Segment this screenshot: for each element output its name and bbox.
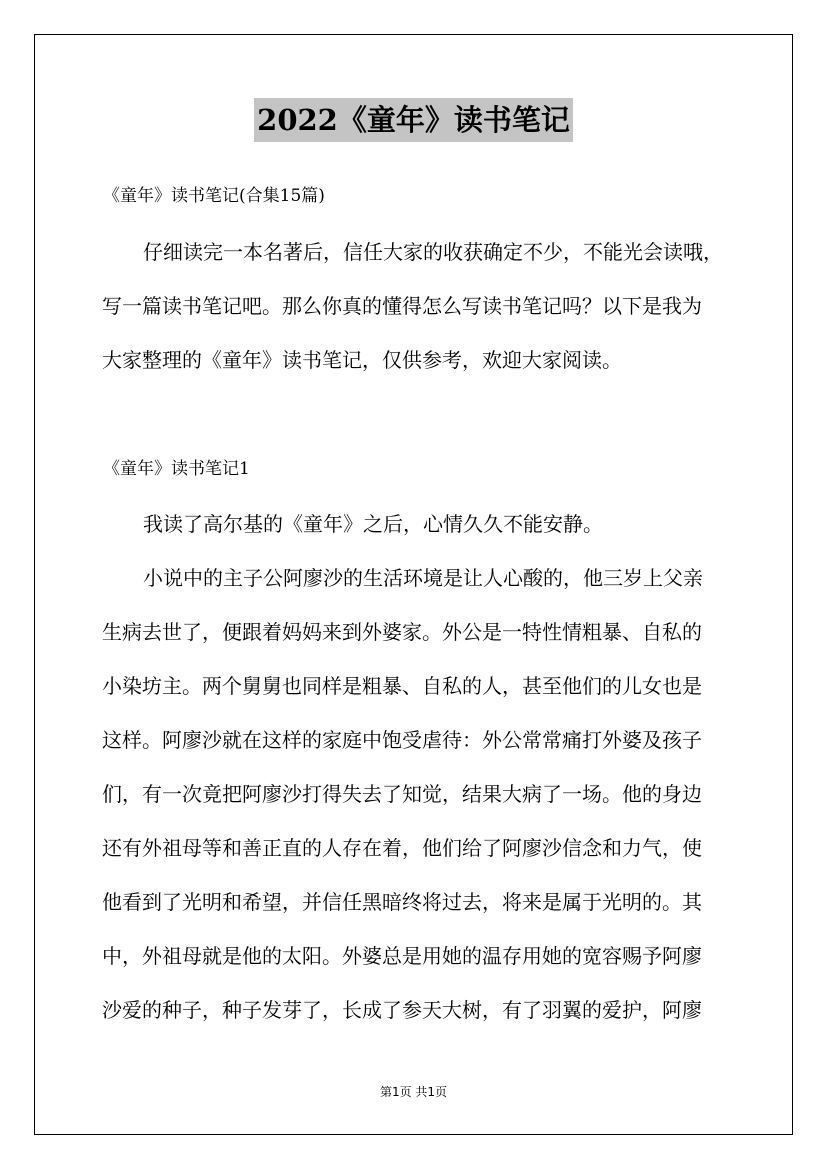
subtitle: 《童年》读书笔记(合集15篇) xyxy=(103,186,325,206)
paragraph-line: 中，外祖母就是他的太阳。外婆总是用她的温存用她的宽容赐予阿廖 xyxy=(102,944,702,968)
paragraph-line: 沙爱的种子，种子发芽了，长成了参天大树，有了羽翼的爱护，阿廖 xyxy=(102,998,702,1022)
paragraph-line: 们，有一次竟把阿廖沙打得失去了知觉，结果大病了一场。他的身边 xyxy=(102,782,702,806)
paragraph-line: 这样。阿廖沙就在这样的家庭中饱受虐待：外公常常痛打外婆及孩子 xyxy=(102,728,702,752)
paragraph-line: 小染坊主。两个舅舅也同样是粗暴、自私的人，甚至他们的儿女也是 xyxy=(102,674,702,698)
paragraph-line: 他看到了光明和希望，并信任黑暗终将过去，将来是属于光明的。其 xyxy=(102,890,702,914)
paragraph-line: 我读了高尔基的《童年》之后，心情久久不能安静。 xyxy=(143,512,603,536)
intro-line: 大家整理的《童年》读书笔记，仅供参考，欢迎大家阅读。 xyxy=(102,348,622,372)
paragraph-line: 小说中的主子公阿廖沙的生活环境是让人心酸的，他三岁上父亲 xyxy=(143,566,703,590)
page-footer: 第1页 共1页 xyxy=(379,1085,448,1099)
document-title-wrap xyxy=(0,98,827,142)
paragraph-line: 生病去世了，便跟着妈妈来到外婆家。外公是一特性情粗暴、自私的 xyxy=(102,620,702,644)
intro-line: 仔细读完一本名著后，信任大家的收获确定不少，不能光会读哦， xyxy=(143,240,723,264)
section-heading: 《童年》读书笔记1 xyxy=(103,459,250,479)
document-title: 2022《童年》读书笔记 xyxy=(254,98,573,142)
intro-line: 写一篇读书笔记吧。那么你真的懂得怎么写读书笔记吗？以下是我为 xyxy=(102,294,702,318)
paragraph-line: 还有外祖母等和善正直的人存在着，他们给了阿廖沙信念和力气，使 xyxy=(102,836,702,860)
